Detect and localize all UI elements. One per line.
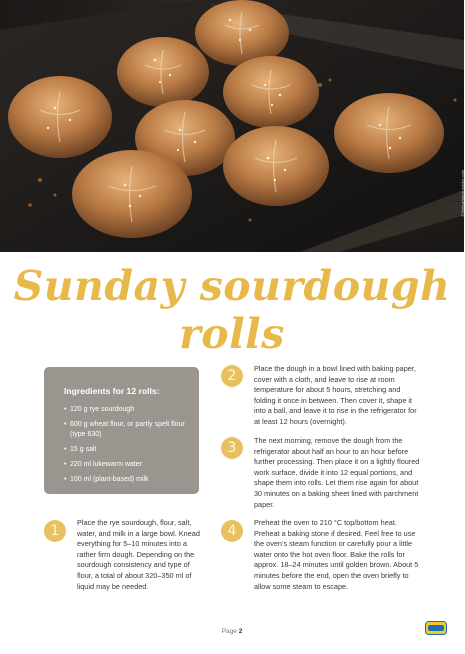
hero-photo [0, 0, 464, 252]
ingredient-item: • 220 ml lukewarm water [64, 460, 185, 470]
ingredients-list [64, 405, 185, 485]
ingredient-item: • 15 g salt [64, 445, 185, 455]
step-3-number-badge: 3 [221, 437, 243, 459]
ingredients-heading: Ingredients for 12 rolls: [64, 386, 160, 396]
ingredient-item: • 100 ml (plant-based) milk [64, 475, 185, 485]
step-4-text: Preheat the oven to 210 °C top/bottom heat. Preheat a baking stone if desired. Feel free to use the oven’s steam function or carefully pour a little water onto the hot oven floor. Bake the rolls for approx. 18–24 minutes until golden brown. About 5 minutes before the end, open the oven briefly to allow some steam to escape. [254, 518, 419, 591]
page-label: Page [221, 628, 237, 635]
step-1-text: Place the rye sourdough, flour, salt, water, and milk in a large bowl. Knead everything for 5–10 minutes into a rather firm dough. Depending on the sourdough consistency and type of flour, a total of about 320–350 ml of liquid may be needed. [77, 518, 200, 591]
ingredient-item: • 600 g wheat flour, or partly spelt flour (type 630) [64, 420, 185, 440]
photo-credit: © Bebuz/stock.adobe.com [460, 170, 465, 217]
page-number [0, 628, 464, 635]
ingredients-box [44, 367, 199, 494]
brand-logo-icon [425, 621, 447, 635]
page-number-value: 2 [238, 628, 243, 635]
ingredient-item: • 120 g rye sourdough [64, 405, 185, 415]
step-1-number-badge: 1 [44, 520, 66, 542]
baking-tray-illustration [0, 0, 464, 252]
step-3-text: The next morning, remove the dough from the refrigerator about half an hour to an hour before further processing. Then place it on a lightly floured work surface, divide it into 12 equal portions, and shape them into rolls. Let them rise again for about 30 minutes on a baking sheet lined with parchment paper. [254, 436, 420, 509]
step-4-number-badge: 4 [221, 520, 243, 542]
recipe-title: Sunday sourdough rolls [13, 262, 451, 358]
step-2-text: Place the dough in a bowl lined with baking paper, cover with a cloth, and leave to rise at room temperature for about 5 hours, stretching and folding it once in between. Then cover it, shape it into a ball, and leave it to rise in the refrigerator for at least 12 hours (overnight). [254, 364, 417, 426]
step-2-number-badge: 2 [221, 365, 243, 387]
